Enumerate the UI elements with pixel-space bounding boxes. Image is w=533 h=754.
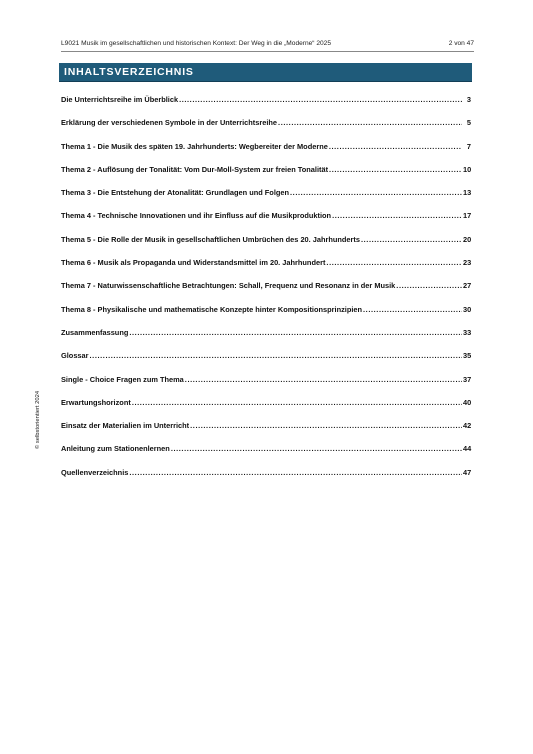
toc-entry[interactable]: [61, 118, 471, 141]
toc-entry[interactable]: [61, 328, 471, 351]
toc-entry-page: 3: [466, 95, 471, 104]
dot-leader: [132, 398, 462, 407]
toc-entry-page: 40: [463, 397, 472, 407]
toc-entry-label: Thema 5 - Die Rolle der Musik in gesellschaftlichen Umbrüchen des 20. Jahrhunderts: [61, 234, 360, 244]
toc-entry[interactable]: [61, 165, 471, 188]
dot-leader: [396, 281, 462, 290]
dot-leader: [185, 375, 462, 384]
dot-leader: [129, 468, 462, 477]
dot-leader: [278, 118, 462, 127]
toc-entry-label: Quellenverzeichnis: [61, 467, 129, 477]
page-indicator: 2 von 47: [448, 40, 474, 47]
toc-entry-label: Thema 2 - Auflösung der Tonalität: Vom Dur-Moll-System zur freien Tonalität: [61, 164, 329, 174]
dot-leader: [329, 165, 462, 174]
toc-entry-label: Thema 3 - Die Entstehung der Atonalität: Grundlagen und Folgen: [61, 188, 290, 198]
dot-leader: [326, 258, 462, 267]
toc-entry[interactable]: [61, 305, 471, 328]
toc-entry-label: Thema 7 - Naturwissenschaftliche Betrachtungen: Schall, Frequenz und Resonanz in der Musik: [61, 281, 396, 291]
toc-entry[interactable]: [61, 351, 471, 374]
toc-entry-page: 7: [466, 141, 471, 151]
dot-leader: [363, 305, 462, 314]
copyright-note: © selbstorientiert 2024: [35, 390, 41, 450]
page-header: [61, 40, 474, 47]
toc-entry-label: Erklärung der verschiedenen Symbole in der Unterrichtsreihe: [61, 118, 278, 128]
toc-entry-page: 5: [466, 118, 471, 128]
dot-leader: [190, 421, 462, 430]
toc-entry-page: 37: [463, 374, 472, 384]
toc-entry[interactable]: [61, 375, 471, 398]
toc-entry-label: Erwartungshorizont: [61, 397, 131, 407]
toc-entry-page: 17: [463, 211, 472, 221]
toc-entry-page: 13: [463, 188, 472, 198]
dot-leader: [290, 188, 462, 197]
header-divider: [61, 51, 474, 52]
toc-entry-page: 20: [463, 234, 472, 244]
toc-entry-label: Thema 6 - Musik als Propaganda und Widerstandsmittel im 20. Jahrhundert: [61, 258, 326, 268]
dot-leader: [171, 444, 462, 453]
dot-leader: [90, 351, 462, 360]
toc-entry[interactable]: [61, 235, 471, 258]
table-of-contents: [61, 95, 471, 491]
dot-leader: [179, 95, 462, 104]
toc-entry-page: 44: [463, 444, 472, 454]
toc-entry-label: Die Unterrichtsreihe im Überblick: [61, 95, 179, 104]
toc-entry-page: 10: [463, 164, 472, 174]
document-title: L9021 Musik im gesellschaftlichen und historischen Kontext: Der Weg in die „Moderne“ 2025: [61, 40, 331, 47]
dot-leader: [332, 211, 462, 220]
toc-entry[interactable]: [61, 281, 471, 304]
toc-entry-page: 47: [463, 467, 472, 477]
toc-entry[interactable]: [61, 95, 471, 118]
toc-entry[interactable]: [61, 468, 471, 491]
dot-leader: [329, 142, 462, 151]
toc-entry[interactable]: [61, 421, 471, 444]
dot-leader: [129, 328, 462, 337]
toc-entry-page: 35: [463, 351, 472, 361]
toc-entry[interactable]: [61, 258, 471, 281]
toc-entry[interactable]: [61, 444, 471, 467]
toc-entry-label: Thema 8 - Physikalische und mathematische Konzepte hinter Kompositionsprinzipien: [61, 304, 363, 314]
toc-title: INHALTSVERZEICHNIS: [64, 66, 194, 78]
toc-entry-label: Anleitung zum Stationenlernen: [61, 444, 170, 454]
toc-entry-page: 42: [463, 421, 472, 431]
toc-entry-page: 27: [463, 281, 472, 291]
toc-entry-label: Single - Choice Fragen zum Thema: [61, 374, 184, 384]
toc-entry[interactable]: [61, 142, 471, 165]
toc-entry-label: Zusammenfassung: [61, 327, 129, 337]
toc-entry-label: Einsatz der Materialien im Unterricht: [61, 421, 190, 431]
toc-entry[interactable]: [61, 398, 471, 421]
dot-leader: [361, 235, 462, 244]
toc-entry-page: 33: [463, 327, 472, 337]
toc-entry-label: Thema 4 - Technische Innovationen und ihr Einfluss auf die Musikproduktion: [61, 211, 332, 221]
toc-heading-banner: [59, 63, 472, 82]
toc-entry-page: 30: [463, 304, 472, 314]
toc-entry-page: 23: [463, 258, 472, 268]
toc-entry[interactable]: [61, 211, 471, 234]
toc-entry-label: Glossar: [61, 351, 89, 361]
toc-entry-label: Thema 1 - Die Musik des späten 19. Jahrhunderts: Wegbereiter der Moderne: [61, 141, 328, 151]
toc-entry[interactable]: [61, 188, 471, 211]
